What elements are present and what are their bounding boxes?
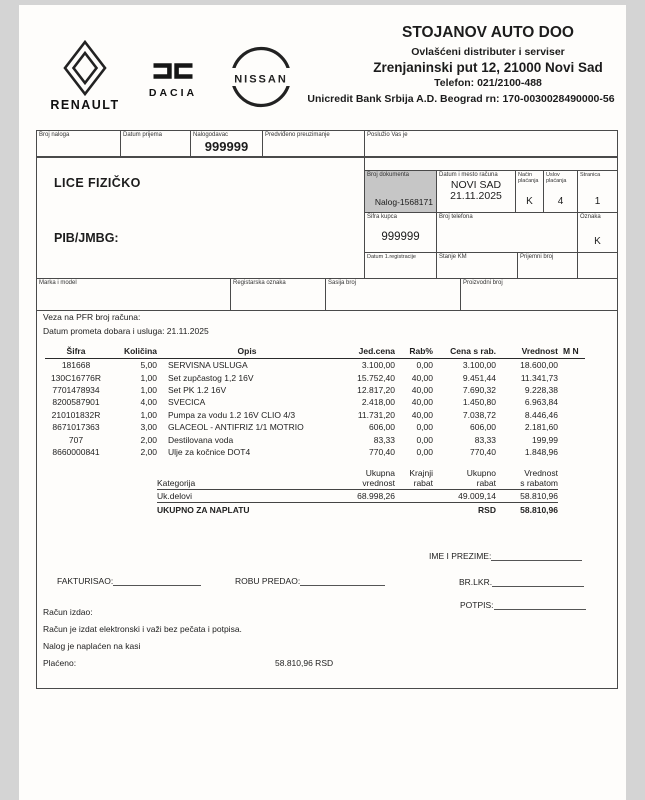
- predvidjeno-label: Predviđeno preuzimanje: [265, 132, 330, 138]
- stranica-label: Stranica: [580, 172, 601, 178]
- totals-ukupno-line2: rabat: [476, 478, 496, 488]
- cell-datum-prijema: [120, 130, 191, 157]
- totals-header-row: [157, 468, 558, 490]
- cell-opis: SVECICA: [168, 397, 206, 408]
- header-opis: Opis: [157, 346, 337, 359]
- cell-vrednost: 6.963,84: [524, 397, 558, 408]
- nissan-logo: [222, 45, 300, 109]
- cell-cena-s-rab: 3.100,00: [462, 360, 496, 371]
- cell-vrednost: 11.341,73: [520, 372, 558, 383]
- cell-opis: Pumpa za vodu 1.2 16V CLIO 4/3: [168, 409, 296, 420]
- cell-vrednost: 1.848,96: [524, 446, 558, 457]
- proizvodni-label: Proizvodni broj: [463, 280, 503, 286]
- cell-kolicina: 1,00: [140, 384, 157, 395]
- sig-robu-predao: [235, 576, 385, 586]
- cell-jed-cena: 606,00: [369, 422, 395, 433]
- cell-proizvodni: [460, 278, 618, 311]
- cell-rab: 0,00: [416, 446, 433, 457]
- cell-kolicina: 3,00: [140, 422, 157, 433]
- header-sifra: Šifra: [45, 346, 107, 359]
- item-row: [45, 384, 585, 396]
- elektronski-text: Račun je izdat elektronski i važi bez pečata i potpisa.: [43, 624, 242, 634]
- renault-diamond-icon: [62, 40, 108, 96]
- cell-datum-mesto: [436, 170, 516, 213]
- cell-vrednost: 18.600,00: [520, 360, 558, 371]
- sifra-kupca-label: Šifra kupca: [367, 214, 398, 220]
- totals-parts-row: [157, 490, 558, 503]
- nacin-label: Način plaćanja: [518, 172, 539, 184]
- cell-sifra: 181668: [61, 360, 91, 371]
- nalog-text: Nalog je naplaćen na kasi: [43, 641, 141, 651]
- item-row: [45, 371, 585, 383]
- company-bank-line: Unicredit Bank Srbija A.D. Beograd rn: 170-0030028490000-56: [307, 93, 615, 105]
- cell-cena-s-rab: 770,40: [470, 446, 496, 457]
- cell-rab: 40,00: [411, 409, 433, 420]
- stanje-km-label: Stanje KM: [439, 254, 467, 260]
- totals-row-vrednost: 58.810,96: [496, 490, 558, 503]
- cell-kolicina: 1,00: [140, 372, 157, 383]
- broj-naloga-label: Broj naloga: [39, 132, 70, 138]
- company-address: Zrenjaninski put 12, 21000 Novi Sad: [373, 60, 603, 75]
- dacia-link-icon: [142, 58, 204, 84]
- cell-mn: [558, 446, 585, 458]
- totals-kategorija: Kategorija: [157, 468, 337, 490]
- br-lkr-label: BR.LKR.: [459, 577, 493, 587]
- cell-jed-cena: 11.731,20: [357, 409, 395, 420]
- cell-cena-s-rab: 7.038,72: [462, 409, 496, 420]
- cell-cena-s-rab: 9.451,44: [462, 372, 496, 383]
- customer-pib-label: PIB/JMBG:: [54, 231, 119, 245]
- cell-sifra: 707: [68, 434, 84, 445]
- mesto-value: NOVI SAD: [450, 178, 502, 191]
- datum-reg-label: Datum 1.registracije: [367, 254, 416, 260]
- ime-prezime-label: IME I PREZIME:: [429, 551, 492, 561]
- prijemni-label: Prijemni broj: [520, 254, 554, 260]
- ime-prezime-line: [491, 551, 582, 561]
- cell-rab: 40,00: [411, 384, 433, 395]
- sasija-label: Šasija broj: [328, 280, 357, 286]
- sig-potpis: [460, 600, 586, 610]
- sifra-kupca-value: 999999: [381, 231, 420, 243]
- cell-jed-cena: 770,40: [369, 446, 395, 457]
- totals-row-ukupno-rabat: 49.009,14: [433, 490, 496, 503]
- header-cena-s-rab: Cena s rab.: [433, 346, 496, 359]
- totals-row-ukupna: 68.998,26: [337, 490, 395, 503]
- cell-vrednost: 199,99: [532, 434, 558, 445]
- potpis-label: POTPIS:: [460, 600, 494, 610]
- cell-empty: [577, 252, 618, 279]
- total-label: UKUPNO ZA NAPLATU: [157, 505, 250, 515]
- company-name: STOJANOV AUTO DOO: [402, 24, 574, 41]
- nalogodavac-label: Nalogodavac: [193, 132, 229, 138]
- uslov-value: 4: [557, 196, 564, 207]
- nalogodavac-value: 999999: [204, 139, 249, 154]
- cell-marka-model: [36, 278, 231, 311]
- totals-final-row: [157, 503, 558, 518]
- cell-kolicina: 5,00: [140, 360, 157, 371]
- cell-vrednost: 2.181,60: [524, 422, 558, 433]
- cell-uslov-placanja: [543, 170, 578, 213]
- nissan-wordmark: NISSAN: [234, 73, 288, 86]
- cell-cena-s-rab: 1.450,80: [462, 397, 496, 408]
- cell-sasija: [325, 278, 461, 311]
- totals-vrednost-line2: s rabatom: [520, 478, 558, 488]
- renault-wordmark: RENAULT: [50, 98, 120, 112]
- totals-row-label: Uk.delovi: [157, 490, 337, 503]
- datum-mesto-label: Datum i mesto računa: [439, 172, 498, 178]
- cell-registarska: [230, 278, 326, 311]
- cell-kolicina: 2,00: [140, 434, 157, 445]
- header-vrednost: Vrednost: [496, 346, 558, 359]
- cell-jed-cena: 83,33: [373, 434, 395, 445]
- cell-oznaka: [577, 212, 618, 253]
- cell-jed-cena: 15.752,40: [357, 372, 395, 383]
- oznaka-value: K: [594, 236, 601, 247]
- oznaka-label: Oznaka: [580, 214, 601, 220]
- cell-rab: 0,00: [416, 434, 433, 445]
- cell-opis: Ulje za kočnice DOT4: [168, 446, 251, 457]
- cell-cena-s-rab: 606,00: [470, 422, 496, 433]
- totals-ukupna-line2: vrednost: [362, 478, 395, 488]
- dacia-wordmark: DACIA: [148, 87, 198, 99]
- placeno-value: 58.810,96 RSD: [275, 658, 334, 668]
- cell-mn: [558, 433, 585, 445]
- robu-predao-label: ROBU PREDAO:: [235, 576, 301, 586]
- cell-nacin-placanja: [515, 170, 544, 213]
- items-table: [45, 346, 585, 458]
- cell-datum-registracije: [364, 252, 437, 279]
- pfr-note: Veza na PFR broj računa:: [43, 312, 141, 322]
- totals-ukupno-header: [433, 468, 496, 490]
- totals-ukupna-header: [337, 468, 395, 490]
- totals-ukupna-line1: Ukupna: [365, 468, 395, 478]
- broj-dokumenta-value: Nalog-1568171: [374, 197, 433, 207]
- cell-sifra: 130C16776R: [50, 372, 102, 383]
- marka-label: Marka i model: [39, 280, 77, 286]
- cell-sifra: 8671017363: [52, 422, 100, 433]
- cell-sifra: 8200587901: [52, 397, 100, 408]
- cell-broj-naloga: [36, 130, 121, 157]
- nacin-value: K: [526, 196, 533, 207]
- cell-rab: 0,00: [416, 360, 433, 371]
- cell-broj-telefona: [436, 212, 578, 253]
- cell-broj-dokumenta: [364, 170, 437, 213]
- cell-sifra: 8660000841: [52, 446, 100, 457]
- total-value: 58.810,96: [520, 505, 558, 515]
- company-tagline: Ovlašćeni distributer i serviser: [411, 46, 565, 58]
- cell-mn: [558, 384, 585, 396]
- cell-sifra: 7701478934: [52, 384, 100, 395]
- header-jed-cena: Jed.cena: [337, 346, 395, 359]
- racun-izdao-text: Račun izdao:: [43, 607, 93, 617]
- nissan-circle-icon: [222, 45, 300, 109]
- header-rab: Rab%: [395, 346, 433, 359]
- cell-opis: Destilovana voda: [168, 434, 234, 445]
- company-header: [328, 24, 645, 89]
- totals-row-krajnji: [395, 490, 433, 503]
- cell-mn: [558, 409, 585, 421]
- cell-sifra-kupca: [364, 212, 437, 253]
- cell-prijemni-broj: [517, 252, 578, 279]
- placeno-label: Plaćeno:: [43, 658, 77, 668]
- fakturisao-line: [113, 576, 201, 586]
- cell-posluzio: [364, 130, 618, 157]
- cell-mn: [558, 396, 585, 408]
- cell-mn: [558, 371, 585, 383]
- renault-logo: [45, 40, 125, 112]
- cell-sifra: 210101832R: [51, 409, 101, 420]
- potpis-line: [494, 600, 586, 610]
- cell-kolicina: 4,00: [140, 397, 157, 408]
- total-currency: RSD: [478, 505, 496, 515]
- robu-predao-line: [300, 576, 385, 586]
- cell-jed-cena: 12.817,20: [357, 384, 395, 395]
- totals-ukupno-line1: Ukupno: [466, 468, 496, 478]
- cell-mn: [558, 359, 585, 372]
- cell-rab: 40,00: [411, 372, 433, 383]
- cell-vrednost: 8.446,46: [524, 409, 558, 420]
- cell-jed-cena: 3.100,00: [361, 360, 395, 371]
- totals-table: [157, 468, 558, 517]
- cell-stanje-km: [436, 252, 518, 279]
- customer-type: LICE FIZIČKO: [54, 176, 141, 190]
- total-spacer: [395, 503, 433, 518]
- cell-rab: 0,00: [416, 422, 433, 433]
- item-row: [45, 409, 585, 421]
- cell-cena-s-rab: 7.690,32: [462, 384, 496, 395]
- header-mn: M N: [558, 346, 585, 359]
- cell-kolicina: 1,00: [140, 409, 157, 420]
- totals-krajnji-line2: rabat: [413, 478, 433, 488]
- fakturisao-label: FAKTURISAO:: [57, 576, 114, 586]
- item-row: [45, 421, 585, 433]
- cell-stranica: [577, 170, 618, 213]
- header-kolicina: Količina: [107, 346, 157, 359]
- totals-vrednost-header: [496, 468, 558, 490]
- sig-fakturisao: [57, 576, 201, 586]
- item-row: [45, 433, 585, 445]
- broj-telefona-label: Broj telefona: [439, 214, 473, 220]
- broj-dokumenta-label: Broj dokumenta: [367, 172, 410, 178]
- stranica-value: 1: [594, 196, 601, 207]
- item-row: [45, 396, 585, 408]
- item-row: [45, 446, 585, 458]
- uslov-label: Uslov plaćanja: [546, 172, 567, 184]
- datum-prijema-label: Datum prijema: [123, 132, 163, 138]
- datum-value: 21.11.2025: [450, 190, 502, 202]
- cell-opis: Set PK 1.2 16V: [168, 384, 227, 395]
- items-header: [45, 346, 585, 359]
- promet-note: Datum prometa dobara i usluga: 21.11.2025: [43, 326, 209, 336]
- cell-rab: 40,00: [411, 397, 433, 408]
- posluzio-label: Poslužio Vas je: [367, 132, 408, 138]
- totals-krajnji-header: [395, 468, 433, 490]
- br-lkr-line: [492, 577, 584, 587]
- totals-vrednost-line1: Vrednost: [524, 468, 558, 478]
- cell-opis: Set zupčastog 1,2 16V: [168, 372, 254, 383]
- items-header-row: [45, 346, 585, 359]
- cell-mn: [558, 421, 585, 433]
- registarska-label: Registarska oznaka: [233, 280, 286, 286]
- cell-cena-s-rab: 83,33: [474, 434, 496, 445]
- cell-opis: GLACEOL - ANTIFRIZ 1/1 MOTRIO: [168, 422, 304, 433]
- company-phone: Telefon: 021/2100-488: [434, 77, 542, 89]
- sig-br-lkr: [459, 577, 584, 587]
- cell-opis: SERVISNA USLUGA: [168, 360, 248, 371]
- cell-predvidjeno: [262, 130, 365, 157]
- totals-krajnji-line1: Krajnji: [409, 468, 433, 478]
- cell-nalogodavac: [190, 130, 263, 157]
- dacia-logo: [140, 58, 206, 99]
- cell-kolicina: 2,00: [140, 446, 157, 457]
- sig-ime-prezime: [429, 551, 582, 561]
- cell-vrednost: 9.228,38: [524, 384, 558, 395]
- item-row: [45, 359, 585, 372]
- cell-jed-cena: 2.418,00: [361, 397, 395, 408]
